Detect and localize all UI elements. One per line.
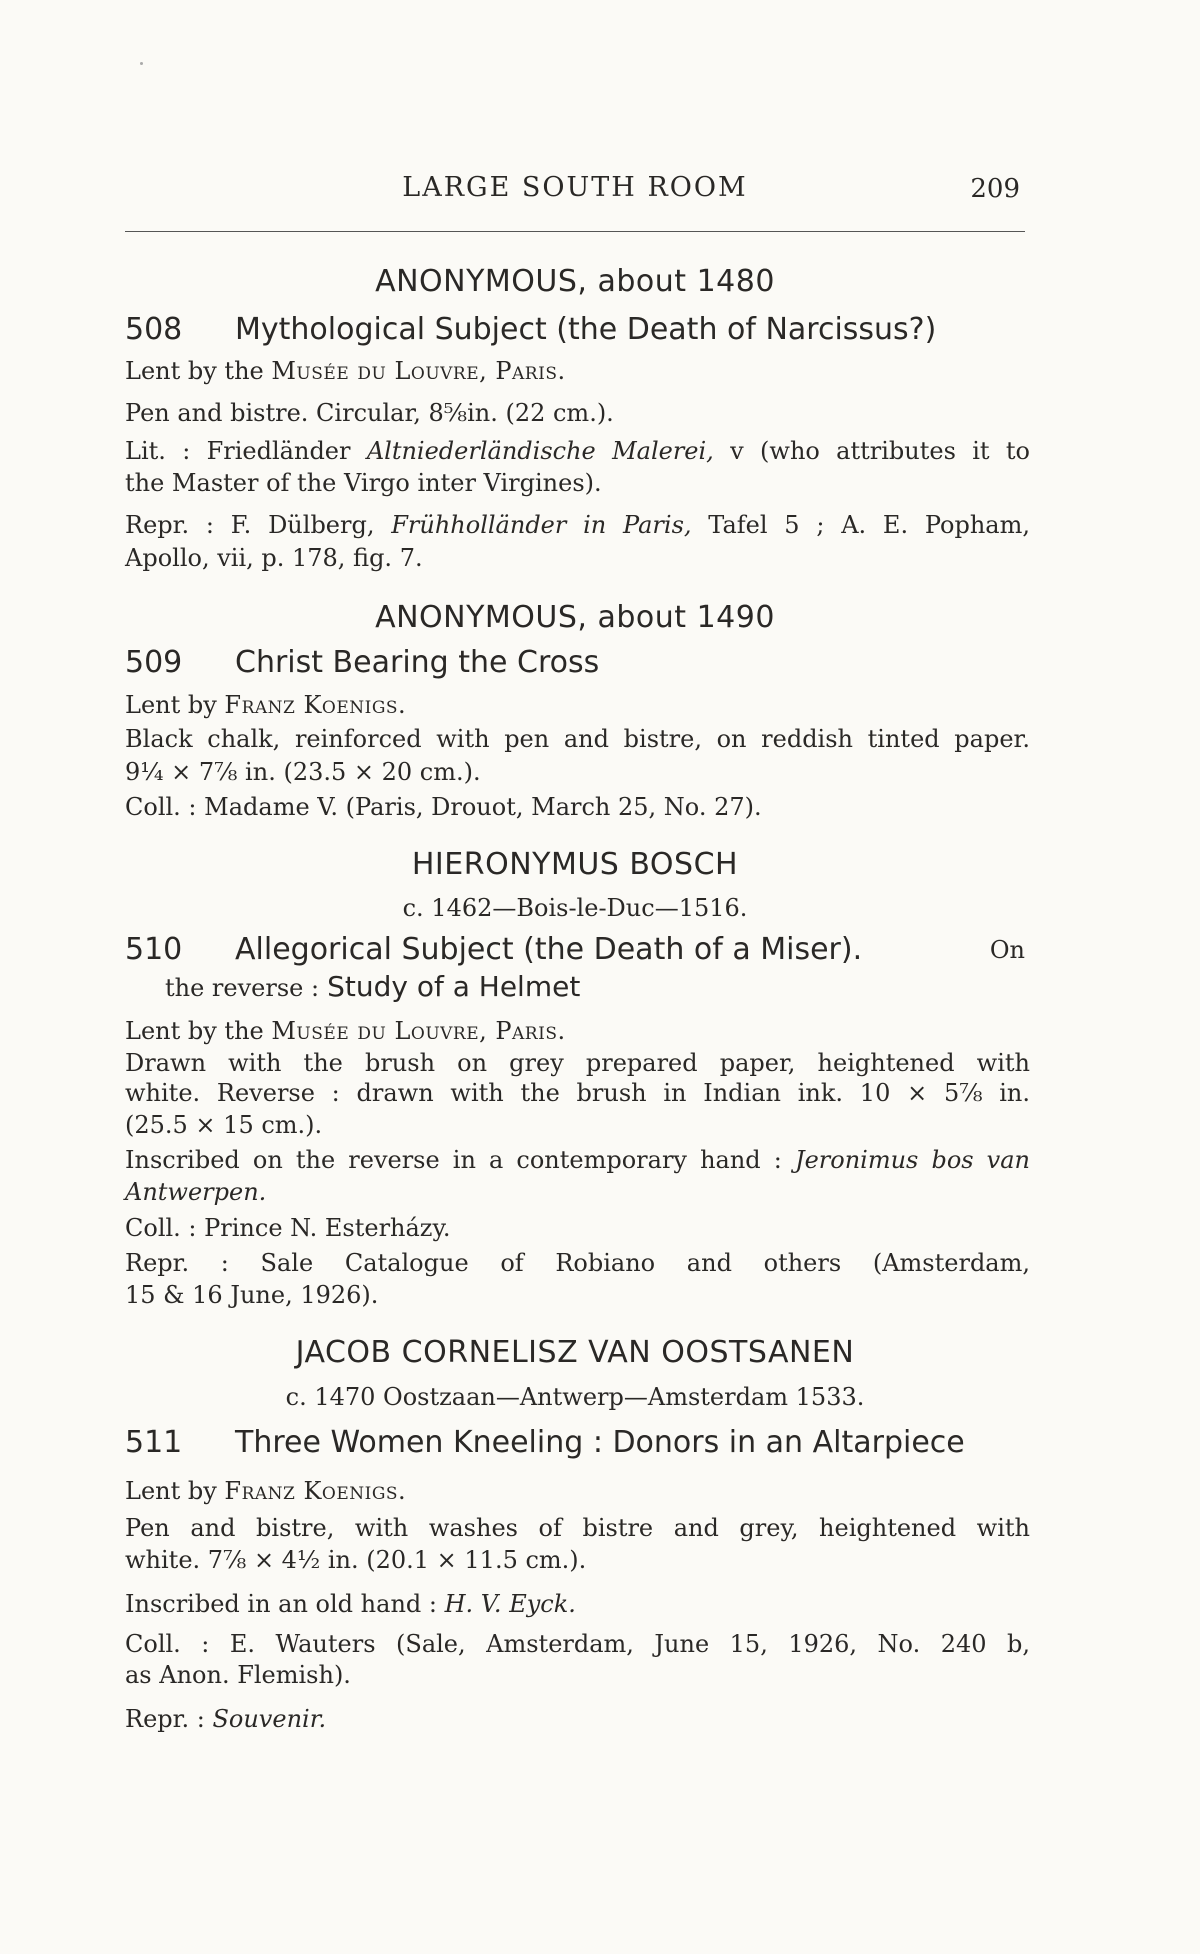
- lent-prefix: Lent by: [125, 691, 225, 719]
- entry-number: 508: [125, 312, 183, 347]
- header-rule: [125, 231, 1025, 232]
- lender: Franz Koenigs.: [224, 1477, 407, 1505]
- lent-line: [125, 691, 1030, 719]
- medium-line: Pen and bistre. Circular, 8⅝in. (22 cm.).: [125, 399, 614, 427]
- entry-title-line: [125, 932, 1025, 972]
- collection-line: Coll. : E. Wauters (Sale, Amsterdam, June 15, 1926, No. 240 b,: [125, 1630, 1030, 1658]
- reproduction-line-2: Apollo, vii, p. 178, fig. 7.: [125, 544, 423, 572]
- repr-title: Frühholländer in Paris,: [391, 511, 692, 539]
- lit-title: Altniederländische Malerei,: [366, 437, 714, 465]
- lent-prefix: Lent by: [125, 1477, 225, 1505]
- entry-title: Christ Bearing the Cross: [235, 645, 600, 680]
- section-heading: ANONYMOUS, about 1480: [375, 264, 775, 299]
- entry-title-line: [125, 1425, 1025, 1465]
- medium-line-2: white. 7⅞ × 4½ in. (20.1 × 11.5 cm.).: [125, 1546, 587, 1574]
- entry-title: Three Women Kneeling : Donors in an Altarpiece: [235, 1425, 965, 1460]
- literature-line: [125, 437, 1030, 465]
- lender: Musée du Louvre, Paris.: [271, 357, 566, 385]
- lit-rest: v (who attributes it to: [713, 437, 1030, 465]
- inscription-line: [125, 1590, 1030, 1618]
- entry-title: Mythological Subject (the Death of Narcissus?): [235, 312, 937, 347]
- medium-line: Drawn with the brush on grey prepared paper, heightened with: [125, 1049, 1030, 1077]
- entry-title: Allegorical Subject (the Death of a Miser).: [235, 932, 863, 967]
- repr-rest: Tafel 5 ; A. E. Popham,: [691, 511, 1030, 539]
- inscription-text: H. V. Eyck.: [444, 1590, 576, 1618]
- reverse-title-line: [165, 970, 1025, 1003]
- artist-dates: c. 1470 Oostzaan—Antwerp—Amsterdam 1533.: [285, 1383, 865, 1411]
- section-heading: JACOB CORNELISZ VAN OOSTSANEN: [295, 1335, 855, 1370]
- reproduction-line-2: 15 & 16 June, 1926).: [125, 1281, 379, 1309]
- entry-number: 511: [125, 1425, 183, 1460]
- reverse-title: Study of a Helmet: [327, 970, 581, 1003]
- entry-number: 510: [125, 932, 183, 967]
- reproduction-line: [125, 511, 1030, 539]
- lent-line: [125, 1477, 1030, 1505]
- lent-prefix: Lent by the: [125, 1017, 272, 1045]
- inscription-line-2: Antwerpen.: [125, 1178, 267, 1206]
- repr-prefix: Repr. : F. Dülberg,: [125, 511, 392, 539]
- entry-title-line: [125, 645, 1025, 685]
- medium-line-2: white. Reverse : drawn with the brush in Indian ink. 10 × 5⅞ in.: [125, 1079, 1030, 1107]
- inscription-prefix: Inscribed on the reverse in a contemporary hand :: [125, 1146, 795, 1174]
- lent-line: [125, 1017, 1030, 1045]
- medium-line: Black chalk, reinforced with pen and bistre, on reddish tinted paper.: [125, 725, 1030, 753]
- running-title: LARGE SOUTH ROOM: [402, 172, 748, 203]
- section-heading: HIERONYMUS BOSCH: [411, 847, 739, 882]
- medium-line-3: (25.5 × 15 cm.).: [125, 1111, 323, 1139]
- artist-dates: c. 1462—Bois-le-Duc—1516.: [402, 894, 748, 922]
- lender: Musée du Louvre, Paris.: [271, 1017, 566, 1045]
- repr-prefix: Repr. :: [125, 1705, 213, 1733]
- collection-line: Coll. : Madame V. (Paris, Drouot, March 25, No. 27).: [125, 793, 762, 821]
- medium-line: Pen and bistre, with washes of bistre and grey, heightened with: [125, 1514, 1030, 1542]
- inscription-text: Jeronimus bos van: [794, 1146, 1031, 1174]
- lent-prefix: Lent by the: [125, 357, 272, 385]
- page-number: 209: [970, 174, 1020, 204]
- page-speck: [140, 62, 143, 65]
- entry-number: 509: [125, 645, 183, 680]
- reproduction-line: [125, 1705, 1030, 1733]
- section-heading: ANONYMOUS, about 1490: [375, 600, 775, 635]
- collection-line-2: as Anon. Flemish).: [125, 1661, 351, 1689]
- running-head: [125, 172, 1025, 212]
- inscription-line: [125, 1146, 1030, 1174]
- medium-line-2: 9¼ × 7⅞ in. (23.5 × 20 cm.).: [125, 758, 481, 786]
- literature-line-2: the Master of the Virgo inter Virgines).: [125, 469, 602, 497]
- reverse-prefix: the reverse :: [165, 974, 320, 1002]
- entry-title-on: On: [989, 936, 1025, 964]
- collection-line: Coll. : Prince N. Esterházy.: [125, 1214, 451, 1242]
- lent-line: [125, 357, 1030, 385]
- inscription-prefix: Inscribed in an old hand :: [125, 1590, 445, 1618]
- reproduction-line: Repr. : Sale Catalogue of Robiano and others (Amsterdam,: [125, 1249, 1030, 1277]
- entry-title-line: [125, 312, 1025, 352]
- repr-text: Souvenir.: [212, 1705, 327, 1733]
- lender: Franz Koenigs.: [224, 691, 407, 719]
- lit-prefix: Lit. : Friedländer: [125, 437, 367, 465]
